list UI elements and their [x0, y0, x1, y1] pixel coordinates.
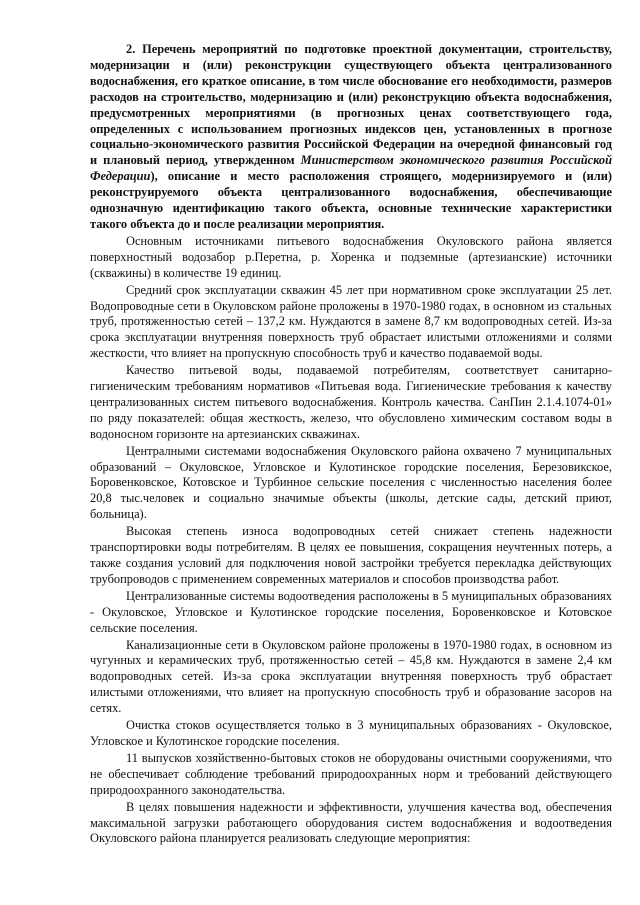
section-heading-ministry: Министерством экономического развития Российской Федерации	[90, 153, 613, 184]
section-heading-text-end: ), описание и место расположения строящего, модернизируемого и (или) реконструируемого объекта централизованного водоснабжения, обеспечивающие однозначную идентификацию такого объекта, основные технические характеристики такого объекта до и после реализации мероприятия.	[90, 169, 612, 231]
paragraph-water-quality: Качество питьевой воды, подаваемой потребителям, соответствует санитарно-гигиеническим требованиям нормативов «Питьевая вода. Гигиенические требования к качеству централизованных систем питьевого водоснабжения. Контроль качества. СанПин 2.1.4.1074-01» по ряду показателей: общая жесткость, железо, что обусловлено химическим составом воды в водоносном горизонте на артезианских скважинах.	[90, 363, 612, 441]
paragraph-measures: В целях повышения надежности и эффективности, улучшения качества вод, обеспечения максимальной загрузки работающего оборудования систем водоснабжения и водоотведения Окуловского района планируется реализовать следующие мероприятия:	[90, 799, 612, 846]
paragraph-sewerage-systems: Централизованные системы водоотведения расположены в 5 муниципальных образованиях - Окуловское, Угловское и Кулотинское городские поселения, Боровенковское и Котовское сельские поселения.	[90, 588, 612, 635]
paragraph-wear: Высокая степень износа водопроводных сетей снижает степень надежности транспортировки воды потребителям. В целях ее повышения, сокращения неучтенных потерь, а также создания условий для подключения новой застройки требуется перекладка действующих трубопроводов с применением современных материалов и способов производства работ.	[90, 524, 612, 586]
paragraph-outlets: 11 выпусков хозяйственно-бытовых стоков не оборудованы очистными сооружениями, что не обеспечивает соблюдение требований природоохранных норм и требований действующего природоохранного законодательства.	[90, 750, 612, 797]
section-heading	[90, 42, 612, 233]
section-heading-text: 2. Перечень мероприятий по подготовке проектной документации, строительству, модернизации и (или) реконструкции существующего объекта централизованного водоснабжения, его краткое описание, в том числе обоснование его необходимости, размеров расходов на строительство, модернизацию и (или) реконструкцию объекта водоснабжения, предусмотренных мероприятиями (в прогнозных ценах соответствующего года, определенных с использованием прогнозных индексов цен, установленных в прогнозе социально-экономического развития Российской Федерации на очередной финансовый год и плановый период, утвержденном	[90, 42, 612, 168]
document-page	[90, 42, 612, 848]
paragraph-treatment: Очистка стоков осуществляется только в 3 муниципальных образованиях - Окуловское, Угловское и Кулотинское городские поселения.	[90, 718, 612, 748]
paragraph-well-lifetime: Средний срок эксплуатации скважин 45 лет при нормативном сроке эксплуатации 25 лет. Водопроводные сети в Окуловском районе проложены в 1970-1980 годах, в основном из стальных труб, протяженностью сетей – 137,2 км. Нуждаются в замене 8,7 км водопроводных сетей. Из-за срока эксплуатации внутренняя поверхность труб обрастает илистыми отложениями и солями жесткости, что влияет на пропускную способность труб и качество подаваемой воды.	[90, 282, 612, 361]
paragraph-sources: Основным источниками питьевого водоснабжения Окуловского района является поверхностный водозабор р.Перетна, р. Хоренка и подземные (артезианские) источники (скважины) в количестве 19 единиц.	[90, 233, 612, 280]
paragraph-coverage: Централными системами водоснабжения Окуловского района охвачено 7 муниципальных образований – Окуловское, Угловское и Кулотинское городские поселения, Березовикское, Боровенковское, Котовское и Турбинное сельские поселения с численностью населения более 20,8 тыс.человек и социально значимые объекты (школы, детские сады, детский приют, больница).	[90, 443, 612, 522]
paragraph-sewer-networks: Канализационные сети в Окуловском районе проложены в 1970-1980 годах, в основном из чугунных и керамических труб, протяженностью сетей – 45,8 км. Нуждаются в замене 2,4 км водопроводных сетей. Из-за срока эксплуатации внутренняя поверхность труб обрастает илистыми отложениями, что влияет на пропускную способность труб и образование засоров на сетях.	[90, 637, 612, 716]
